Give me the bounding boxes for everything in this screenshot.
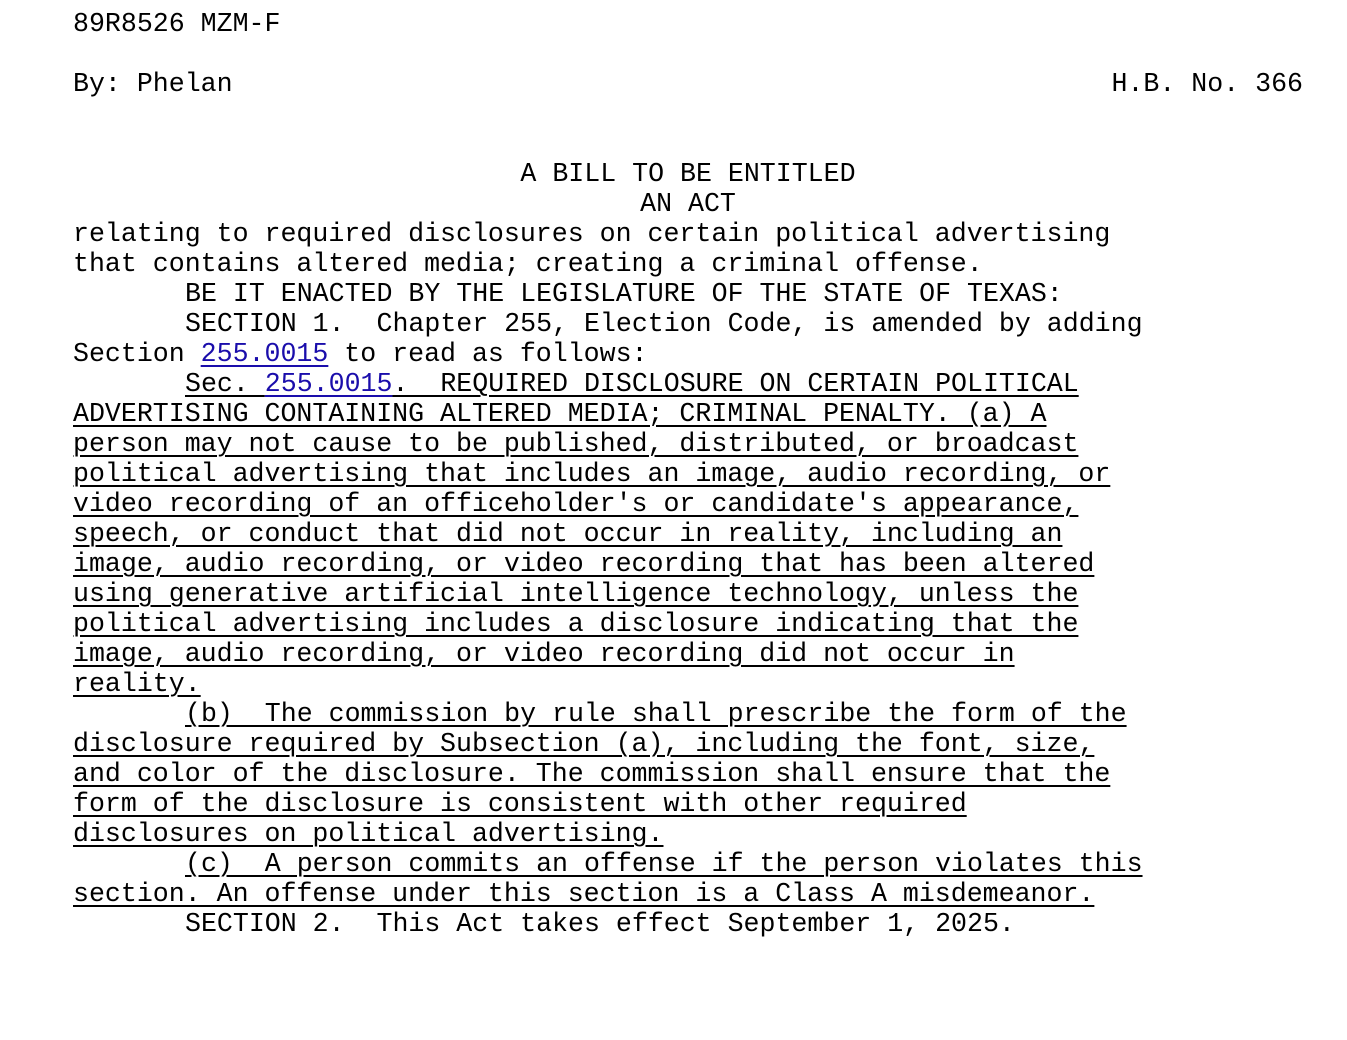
subsection-c-text: (c) A person commits an offense if the person violates this [185, 849, 1143, 879]
bill-title: A BILL TO BE ENTITLED [520, 159, 856, 189]
subsection-a-line: image, audio recording, or video recording that has been altered [73, 549, 1095, 579]
sec-heading-rest: . REQUIRED DISCLOSURE ON CERTAIN POLITICAL [392, 369, 1079, 399]
subsection-a-line: video recording of an officeholder's or candidate's appearance, [73, 489, 1079, 519]
subsection-b-text: (b) The commission by rule shall prescribe the form of the [185, 699, 1127, 729]
subsection-a-line: political advertising includes a disclosure indicating that the [73, 609, 1079, 639]
bill-number: H.B. No. 366 [1111, 69, 1303, 99]
subsection-a-line: image, audio recording, or video recording did not occur in [73, 639, 1015, 669]
subsection-b-line: form of the disclosure is consistent with other required [73, 789, 967, 819]
subsection-b-line: disclosure required by Subsection (a), including the font, size, [73, 729, 1095, 759]
subsection-b-first-line [73, 699, 1303, 729]
subsection-b-line: and color of the disclosure. The commission shall ensure that the [73, 759, 1111, 789]
subsection-c-first-line [73, 849, 1303, 879]
subsection-a-line: speech, or conduct that did not occur in reality, including an [73, 519, 1063, 549]
subsection-a-line: political advertising that includes an image, audio recording, or [73, 459, 1111, 489]
subsection-b-line: disclosures on political advertising. [73, 819, 664, 849]
section-2-line: SECTION 2. This Act takes effect September 1, 2025. [185, 909, 1015, 939]
bill-code: 89R8526 MZM-F [73, 9, 281, 39]
subsection-a-line: ADVERTISING CONTAINING ALTERED MEDIA; CRIMINAL PENALTY. (a) A [73, 399, 1047, 429]
new-section-heading [73, 369, 1303, 399]
section-1-reference-line [73, 339, 1303, 369]
section-1-suffix: to read as follows: [328, 339, 648, 369]
bill-document [73, 9, 1303, 939]
sec-255-0015-link[interactable]: 255.0015 [264, 369, 393, 399]
sec-prefix: Sec. [185, 369, 265, 399]
subsection-a-line: person may not cause to be published, distributed, or broadcast [73, 429, 1079, 459]
caption-line: that contains altered media; creating a criminal offense. [73, 249, 983, 279]
section-1-prefix: Section [73, 339, 201, 369]
caption-line: relating to required disclosures on certain political advertising [73, 219, 1111, 249]
act-title: AN ACT [640, 189, 736, 219]
subsection-a-line: using generative artificial intelligence technology, unless the [73, 579, 1079, 609]
section-1-line: SECTION 1. Chapter 255, Election Code, is amended by adding [185, 309, 1143, 339]
enacting-clause: BE IT ENACTED BY THE LEGISLATURE OF THE STATE OF TEXAS: [185, 279, 1063, 309]
bill-header-row [73, 69, 1303, 99]
subsection-c-line: section. An offense under this section is a Class A misdemeanor. [73, 879, 1095, 909]
section-255-0015-link[interactable]: 255.0015 [200, 339, 329, 369]
subsection-a-line: reality. [73, 669, 201, 699]
author-line: By: Phelan [73, 69, 233, 99]
